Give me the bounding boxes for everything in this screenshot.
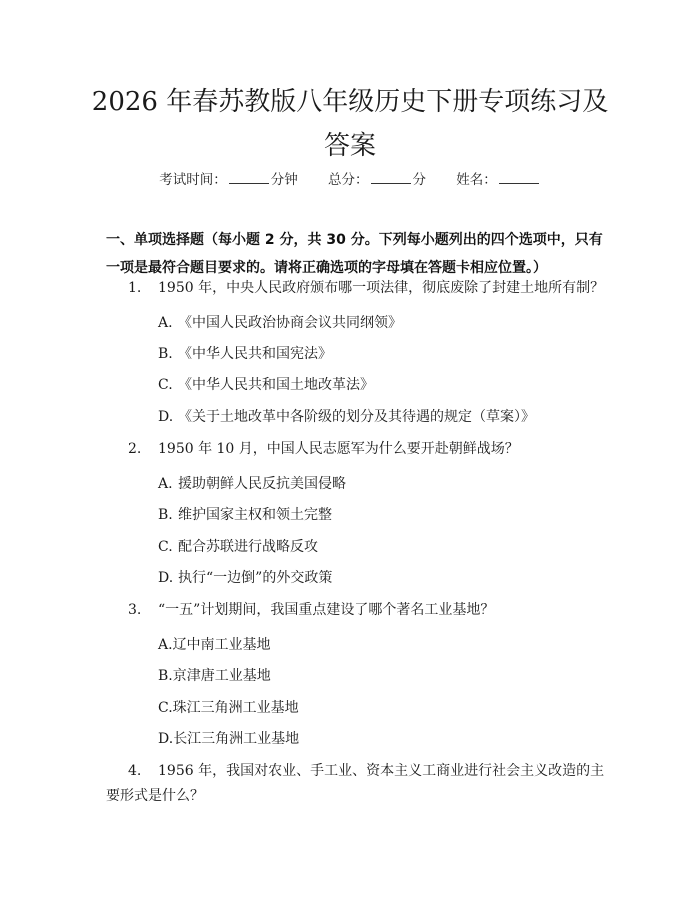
option-text: 《中华人民共和国土地改革法》: [178, 377, 374, 393]
time-unit: 分钟: [270, 172, 298, 188]
exam-meta: [0, 168, 700, 188]
question-number: 2.: [128, 441, 142, 457]
option-1a: [158, 312, 598, 334]
option-letter: D.: [158, 409, 174, 425]
question-3: [106, 598, 606, 623]
title-line-2: 答案: [323, 131, 376, 161]
option-2a: [158, 473, 598, 495]
option-letter: D.: [158, 731, 174, 747]
question-text: 1950 年，中央人民政府颁布哪一项法律，彻底废除了封建土地所有制？: [158, 280, 605, 296]
question-number: 4.: [128, 763, 142, 779]
option-1d: [158, 406, 598, 428]
option-letter: D.: [158, 570, 174, 586]
question-number: 1.: [128, 280, 142, 296]
score-blank: [371, 171, 411, 184]
option-3d: [158, 728, 598, 750]
time-blank: [229, 171, 269, 184]
option-text: 配合苏联进行战略反攻: [178, 539, 318, 555]
score-unit: 分: [412, 172, 426, 188]
option-text: 援助朝鲜人民反抗美国侵略: [178, 476, 346, 492]
name-blank: [499, 171, 539, 184]
title-line-1: 2026 年春苏教版八年级历史下册专项练习及: [91, 87, 609, 117]
score-label: 总分：: [328, 172, 369, 188]
question-1: [106, 276, 606, 301]
option-3a: [158, 634, 598, 656]
option-text: 《中国人民政治协商会议共同纲领》: [178, 315, 402, 331]
option-2c: [158, 536, 598, 558]
option-text: 京津唐工业基地: [172, 668, 271, 684]
option-letter: C.: [158, 700, 173, 716]
option-letter: A.: [158, 476, 173, 492]
option-letter: A.: [158, 315, 173, 331]
section-title: 一、单项选择题（每小题 2 分，共 30 分。下列每小题列出的四个选项中，只有一项是最符合题目要求的。请将正确选项的字母填在答题卡相应位置。）: [106, 232, 603, 276]
page-title: [60, 80, 640, 168]
option-3b: [158, 665, 598, 687]
question-text: 1950 年 10 月，中国人民志愿军为什么要开赴朝鲜战场？: [158, 441, 519, 457]
option-text: 《关于土地改革中各阶级的划分及其待遇的规定（草案）》: [178, 409, 535, 425]
question-text: “一五”计划期间，我国重点建设了哪个著名工业基地？: [158, 602, 495, 618]
option-text: 辽中南工业基地: [172, 637, 271, 653]
option-letter: B.: [158, 346, 173, 362]
exam-time: [159, 168, 298, 188]
option-letter: A.: [158, 637, 173, 653]
question-text: 1956 年，我国对农业、手工业、资本主义工商业进行社会主义改造的主要形式是什么？: [106, 763, 605, 804]
question-number: 3.: [128, 602, 142, 618]
exam-score: [328, 168, 426, 188]
option-text: 《中华人民共和国宪法》: [178, 346, 332, 362]
option-letter: B.: [158, 668, 173, 684]
question-2: [106, 437, 606, 462]
option-text: 珠江三角洲工业基地: [172, 700, 299, 716]
option-1c: [158, 374, 598, 396]
option-text: 执行“一边倒”的外交政策: [178, 570, 333, 586]
option-text: 长江三角洲工业基地: [173, 731, 300, 747]
option-letter: B.: [158, 507, 173, 523]
name-label: 姓名：: [456, 172, 497, 188]
option-2b: [158, 504, 598, 526]
exam-name: [456, 168, 541, 188]
option-letter: C.: [158, 377, 173, 393]
option-2d: [158, 567, 598, 589]
option-letter: C.: [158, 539, 173, 555]
time-label: 考试时间：: [159, 172, 227, 188]
option-3c: [158, 697, 598, 719]
question-4: [106, 759, 606, 809]
option-text: 维护国家主权和领土完整: [178, 507, 332, 523]
option-1b: [158, 343, 598, 365]
